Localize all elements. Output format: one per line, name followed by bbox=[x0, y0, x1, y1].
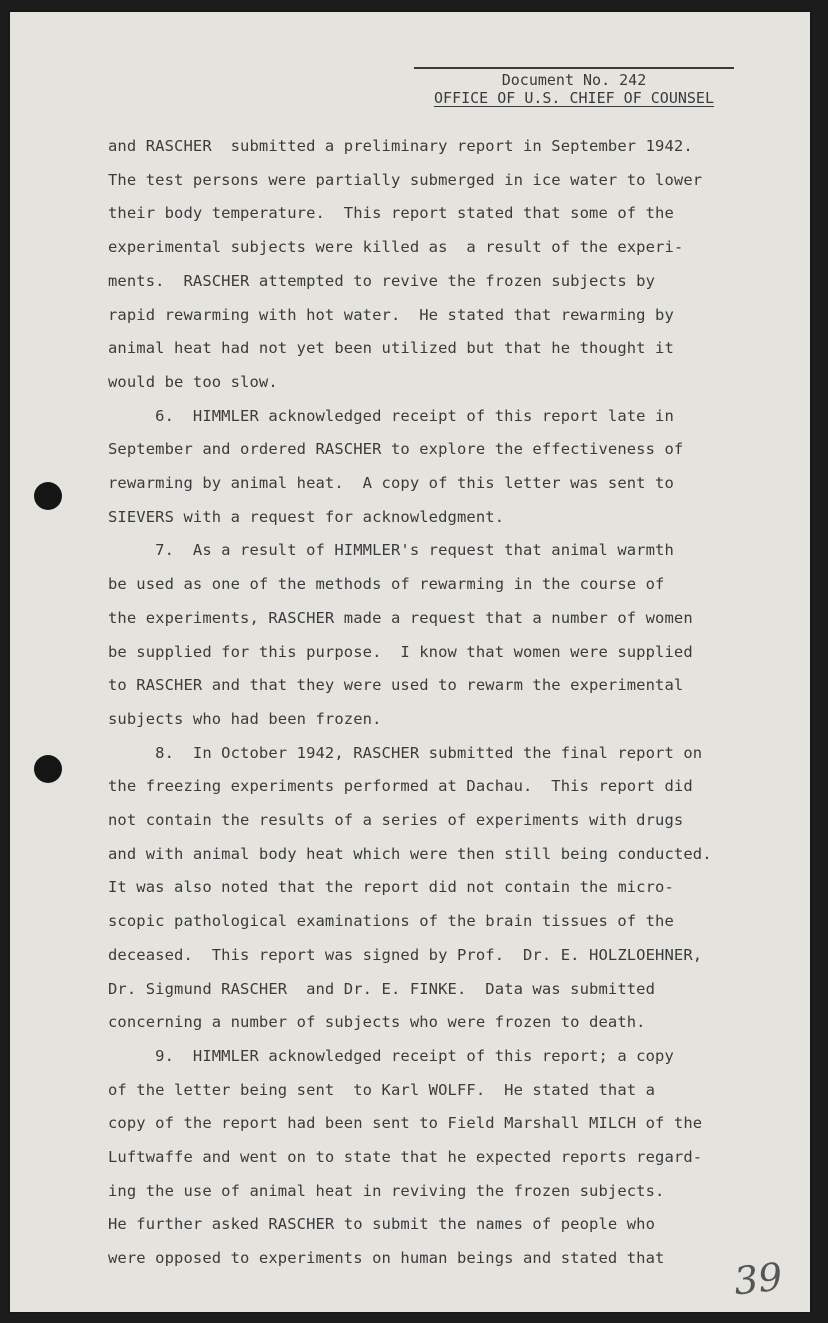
handwritten-page-number: 39 bbox=[731, 1254, 785, 1304]
text-line: He further asked RASCHER to submit the names of people who bbox=[108, 1215, 656, 1234]
office-title: OFFICE OF U.S. CHIEF OF COUNSEL bbox=[434, 89, 714, 107]
text-line: their body temperature. This report stated that some of the bbox=[108, 204, 674, 223]
text-line: would be too slow. bbox=[108, 372, 278, 391]
text-line: 8. In October 1942, RASCHER submitted the final report on bbox=[108, 743, 703, 762]
text-line: the freezing experiments performed at Dachau. This report did bbox=[108, 777, 693, 796]
text-line: were opposed to experiments on human beings and stated that bbox=[108, 1249, 665, 1268]
text-line: 7. As a result of HIMMLER's request that animal warmth bbox=[108, 541, 674, 560]
body-text bbox=[108, 136, 808, 1268]
text-line: and with animal body heat which were then still being conducted. bbox=[108, 844, 712, 863]
text-line: The test persons were partially submerged in ice water to lower bbox=[108, 170, 703, 189]
text-line: 6. HIMMLER acknowledged receipt of this report late in bbox=[108, 406, 674, 425]
text-line: SIEVERS with a request for acknowledgment. bbox=[108, 507, 505, 526]
text-line: scopic pathological examinations of the brain tissues of the bbox=[108, 912, 674, 931]
text-line: be supplied for this purpose. I know that women were supplied bbox=[108, 642, 693, 661]
text-line: September and ordered RASCHER to explore the effectiveness of bbox=[108, 440, 684, 459]
punch-hole-bottom bbox=[34, 755, 62, 783]
text-line: be used as one of the methods of rewarming in the course of bbox=[108, 575, 665, 594]
text-line: animal heat had not yet been utilized but that he thought it bbox=[108, 339, 674, 358]
document-number: Document No. 242 bbox=[501, 71, 647, 89]
text-line: the experiments, RASCHER made a request that a number of women bbox=[108, 608, 693, 627]
text-line: deceased. This report was signed by Prof. Dr. E. HOLZLOEHNER, bbox=[108, 945, 703, 964]
text-line: rapid rewarming with hot water. He stated that rewarming by bbox=[108, 305, 674, 324]
text-line: copy of the report had been sent to Field Marshall MILCH of the bbox=[108, 1114, 703, 1133]
text-line: and RASCHER submitted a preliminary report in September 1942. bbox=[108, 137, 693, 155]
text-line: of the letter being sent to Karl WOLFF. He stated that a bbox=[108, 1080, 656, 1099]
text-line: It was also noted that the report did not contain the micro- bbox=[108, 878, 674, 897]
text-line: Dr. Sigmund RASCHER and Dr. E. FINKE. Data was submitted bbox=[108, 979, 656, 998]
text-line: to RASCHER and that they were used to rewarm the experimental bbox=[108, 676, 684, 695]
text-line: experimental subjects were killed as a result of the experi- bbox=[108, 238, 684, 257]
document-header bbox=[414, 67, 734, 107]
text-line: Luftwaffe and went on to state that he expected reports regard- bbox=[108, 1148, 703, 1166]
text-line: 9. HIMMLER acknowledged receipt of this report; a copy bbox=[108, 1046, 674, 1065]
text-line: ments. RASCHER attempted to revive the frozen subjects by bbox=[108, 271, 656, 290]
text-line: rewarming by animal heat. A copy of this letter was sent to bbox=[108, 474, 674, 492]
punch-hole-top bbox=[34, 482, 62, 510]
text-line: concerning a number of subjects who were frozen to death. bbox=[108, 1013, 646, 1032]
text-line: not contain the results of a series of experiments with drugs bbox=[108, 811, 684, 829]
text-line: subjects who had been frozen. bbox=[108, 709, 382, 728]
document-page bbox=[10, 12, 810, 1312]
text-line: ing the use of animal heat in reviving the frozen subjects. bbox=[108, 1181, 665, 1200]
